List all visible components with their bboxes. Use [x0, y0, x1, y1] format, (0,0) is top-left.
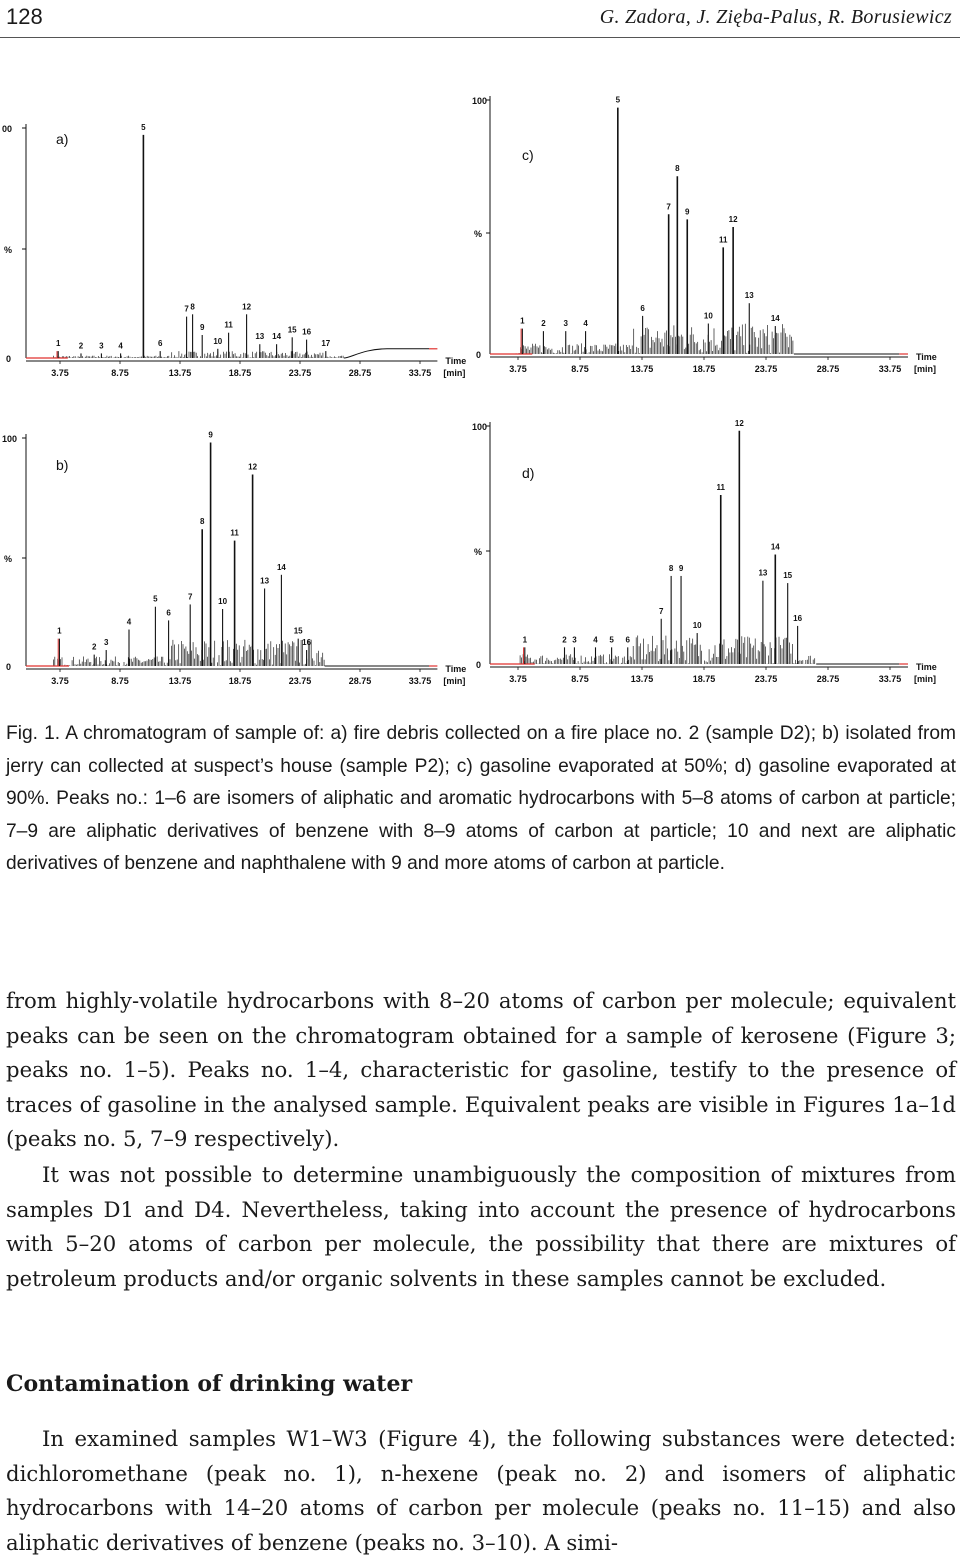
peak-label: 4 [583, 319, 588, 329]
peak-label: 7 [658, 606, 664, 616]
peak-label: 13 [255, 332, 265, 342]
y-axis-zero-label: 0 [6, 662, 12, 672]
peak-label: 5 [141, 122, 146, 132]
figure-caption: Fig. 1. A chromatogram of sample of: a) fire debris collected on a fire place no. 2 (sample D2); b) isolated from jerry can collected at suspect’s house (sample P2); c) gasoline evaporated at 50%; d) gasoline evaporated at 90%. Peaks no.: 1–6 are isomers of aliphatic and aromatic hydrocarbons with 5–8 atoms of carbon at particle; 7–9 are aliphatic derivatives of benzene with 8–9 atoms of carbon at particle; 10 and next are aliphatic derivatives of benzene and naphthalene with 9 and more atoms of carbon at particle. [6, 723, 956, 874]
peak-label: 3 [563, 319, 568, 329]
x-tick-label: 33.75 [878, 364, 902, 374]
peak-label: 13 [744, 291, 754, 301]
peak-label: 17 [321, 339, 331, 349]
peak-label: 3 [99, 341, 104, 351]
x-unit-label: [min] [913, 674, 936, 684]
peak-label: 5 [153, 594, 158, 604]
peak-label: 7 [184, 304, 189, 314]
x-tick-label: 13.75 [630, 674, 654, 684]
x-tick-label: 3.75 [51, 368, 69, 378]
y-axis-percent-label: % [4, 554, 13, 564]
peak-label: 16 [302, 638, 312, 648]
peak-label: 15 [293, 626, 303, 636]
x-tick-label: 18.75 [692, 674, 716, 684]
x-tick-label: 13.75 [168, 676, 192, 686]
peak-label: 1 [57, 626, 62, 636]
page-number: 128 [6, 4, 43, 29]
x-tick-label: 23.75 [288, 676, 312, 686]
x-tick-label: 23.75 [754, 674, 778, 684]
peak-label: 8 [675, 164, 680, 174]
body-paragraph-2: It was not possible to determine unambiguously the composition of mixtures from samples D1 and D4. Nevertheless, taking into account the presence of hydrocarbons with 5–20 atoms of carbon per molecule, the possibility that there are mixtures of petroleum products and/or organic solvents in these samples cannot be excluded. [6, 1162, 956, 1291]
peak-label: 11 [224, 320, 233, 330]
x-tick-label: 3.75 [51, 676, 69, 686]
x-tick-label: 18.75 [228, 368, 252, 378]
peak-label: 3 [103, 638, 109, 648]
chromatogram-b [0, 402, 467, 712]
body-paragraph-1: from highly-volatile hydrocarbons with 8–20 atoms of carbon per molecule; equivalent peaks can be seen on the chromatogram obtained for a sample of kerosene (Figure 3; peaks no. 1–5). Peaks no. 1–4, characteristic for gasoline, testify to the presence of traces of gasoline in the analysed sample. Equivalent peaks are visible in Figures 1a–1d (peaks no. 5, 7–9 respectively). [6, 988, 956, 1152]
peak-label: 16 [793, 613, 803, 623]
x-tick-label: 8.75 [571, 674, 589, 684]
peak-label: 1 [55, 339, 61, 349]
x-tick-label: 23.75 [754, 364, 778, 374]
x-unit-label: [min] [913, 364, 936, 374]
x-axis-title: Time [915, 352, 937, 362]
peak-label: 15 [783, 571, 793, 581]
peak-label: 8 [199, 517, 205, 527]
x-tick-label: 13.75 [168, 368, 192, 378]
x-tick-label: 28.75 [816, 364, 840, 374]
peak-label: 6 [166, 608, 171, 618]
peak-label: 13 [260, 576, 270, 586]
peak-label: 12 [242, 302, 252, 312]
x-tick-label: 23.75 [288, 368, 312, 378]
peak-label: 5 [615, 95, 621, 105]
peak-label: 9 [685, 207, 690, 217]
x-tick-label: 8.75 [111, 368, 129, 378]
peak-label: 15 [287, 325, 297, 335]
x-tick-label: 33.75 [878, 674, 902, 684]
x-tick-label: 28.75 [348, 368, 372, 378]
chromatogram-a [0, 92, 467, 402]
y-axis-top-label: 100 [472, 422, 488, 432]
y-axis-percent-label: % [474, 229, 483, 239]
x-tick-label: 33.75 [408, 676, 432, 686]
x-axis-title: Time [915, 662, 937, 672]
peak-label: 6 [640, 303, 645, 313]
section-heading: Contamination of drinking water [6, 1371, 413, 1397]
x-tick-label: 28.75 [348, 676, 372, 686]
y-axis-zero-label: 0 [6, 354, 12, 364]
peak-label: 14 [770, 314, 780, 324]
peak-label: 12 [734, 418, 744, 428]
peak-label: 7 [666, 202, 671, 212]
peak-label: 8 [668, 563, 674, 573]
peak-label: 3 [572, 635, 577, 645]
peak-label: 12 [248, 462, 258, 472]
x-tick-label: 18.75 [228, 676, 252, 686]
x-tick-label: 8.75 [111, 676, 129, 686]
peak-label: 11 [718, 235, 728, 245]
y-axis-top-label: 00 [2, 124, 13, 134]
peak-label: 14 [276, 562, 286, 572]
y-axis-zero-label: 0 [476, 660, 482, 670]
x-axis-title: Time [445, 356, 467, 366]
peak-label: 10 [213, 336, 223, 346]
peak-label: 9 [208, 430, 213, 440]
peak-label: 6 [157, 339, 163, 349]
peak-label: 11 [230, 528, 239, 538]
peak-label: 10 [218, 597, 228, 606]
panel-label: a) [56, 131, 69, 147]
peak-label: 14 [770, 542, 780, 552]
x-unit-label: [min] [443, 676, 466, 686]
peak-label: 11 [716, 483, 725, 493]
y-axis-top-label: 100 [2, 434, 18, 444]
peak-label: 2 [541, 319, 546, 329]
y-axis-percent-label: % [4, 245, 13, 255]
header-rule [0, 37, 960, 38]
x-tick-label: 3.75 [509, 674, 527, 684]
x-tick-label: 18.75 [692, 364, 716, 374]
peak-label: 1 [522, 635, 528, 645]
peak-label: 1 [520, 316, 525, 326]
x-tick-label: 3.75 [509, 364, 527, 374]
baseline-noise [52, 351, 343, 358]
peak-label: 12 [728, 215, 738, 224]
chromatogram-d [470, 402, 950, 712]
page-header [0, 0, 960, 40]
peak-label: 8 [190, 302, 195, 312]
y-axis-zero-label: 0 [476, 350, 482, 360]
peak-label: 4 [593, 635, 598, 645]
panel-label: d) [522, 465, 535, 481]
tail-trace [344, 349, 429, 358]
x-tick-label: 28.75 [816, 674, 840, 684]
body-paragraph-3: In examined samples W1–W3 (Figure 4), the following substances were detected: dichloromethane (peak no. 1), n-hexene (peak no. 2) and isomers of aliphatic hydrocarbons with 14–20 atoms of carbon per molecule (peaks no. 11–15) and also aliphatic derivatives of benzene (peaks no. 3–10). A simi- [6, 1426, 956, 1555]
x-unit-label: [min] [443, 368, 466, 378]
peak-label: 10 [692, 621, 702, 631]
peak-label: 4 [126, 617, 132, 627]
peak-label: 6 [625, 635, 630, 645]
peak-label: 4 [118, 341, 123, 351]
peak-label: 16 [302, 327, 312, 337]
peak-label: 7 [187, 592, 193, 602]
x-tick-label: 8.75 [571, 364, 589, 374]
peak-label: 9 [678, 563, 684, 573]
peak-label: 2 [91, 642, 97, 652]
peak-label: 5 [609, 635, 614, 645]
y-axis-percent-label: % [474, 547, 483, 557]
panel-label: c) [522, 147, 534, 163]
x-axis-title: Time [445, 664, 467, 674]
peak-label: 14 [272, 332, 282, 342]
running-authors: G. Zadora, J. Zięba-Palus, R. Borusiewicz [599, 6, 952, 28]
panel-label: b) [56, 457, 69, 473]
peak-label: 2 [562, 635, 567, 645]
peak-label: 10 [703, 311, 713, 321]
chromatogram-c [470, 92, 950, 402]
peak-label: 13 [758, 568, 768, 578]
y-axis-top-label: 100 [472, 96, 488, 106]
x-tick-label: 33.75 [408, 368, 432, 378]
baseline-noise [516, 324, 793, 354]
peak-label: 2 [78, 341, 84, 351]
peak-label: 9 [199, 323, 205, 332]
x-tick-label: 13.75 [630, 364, 654, 374]
